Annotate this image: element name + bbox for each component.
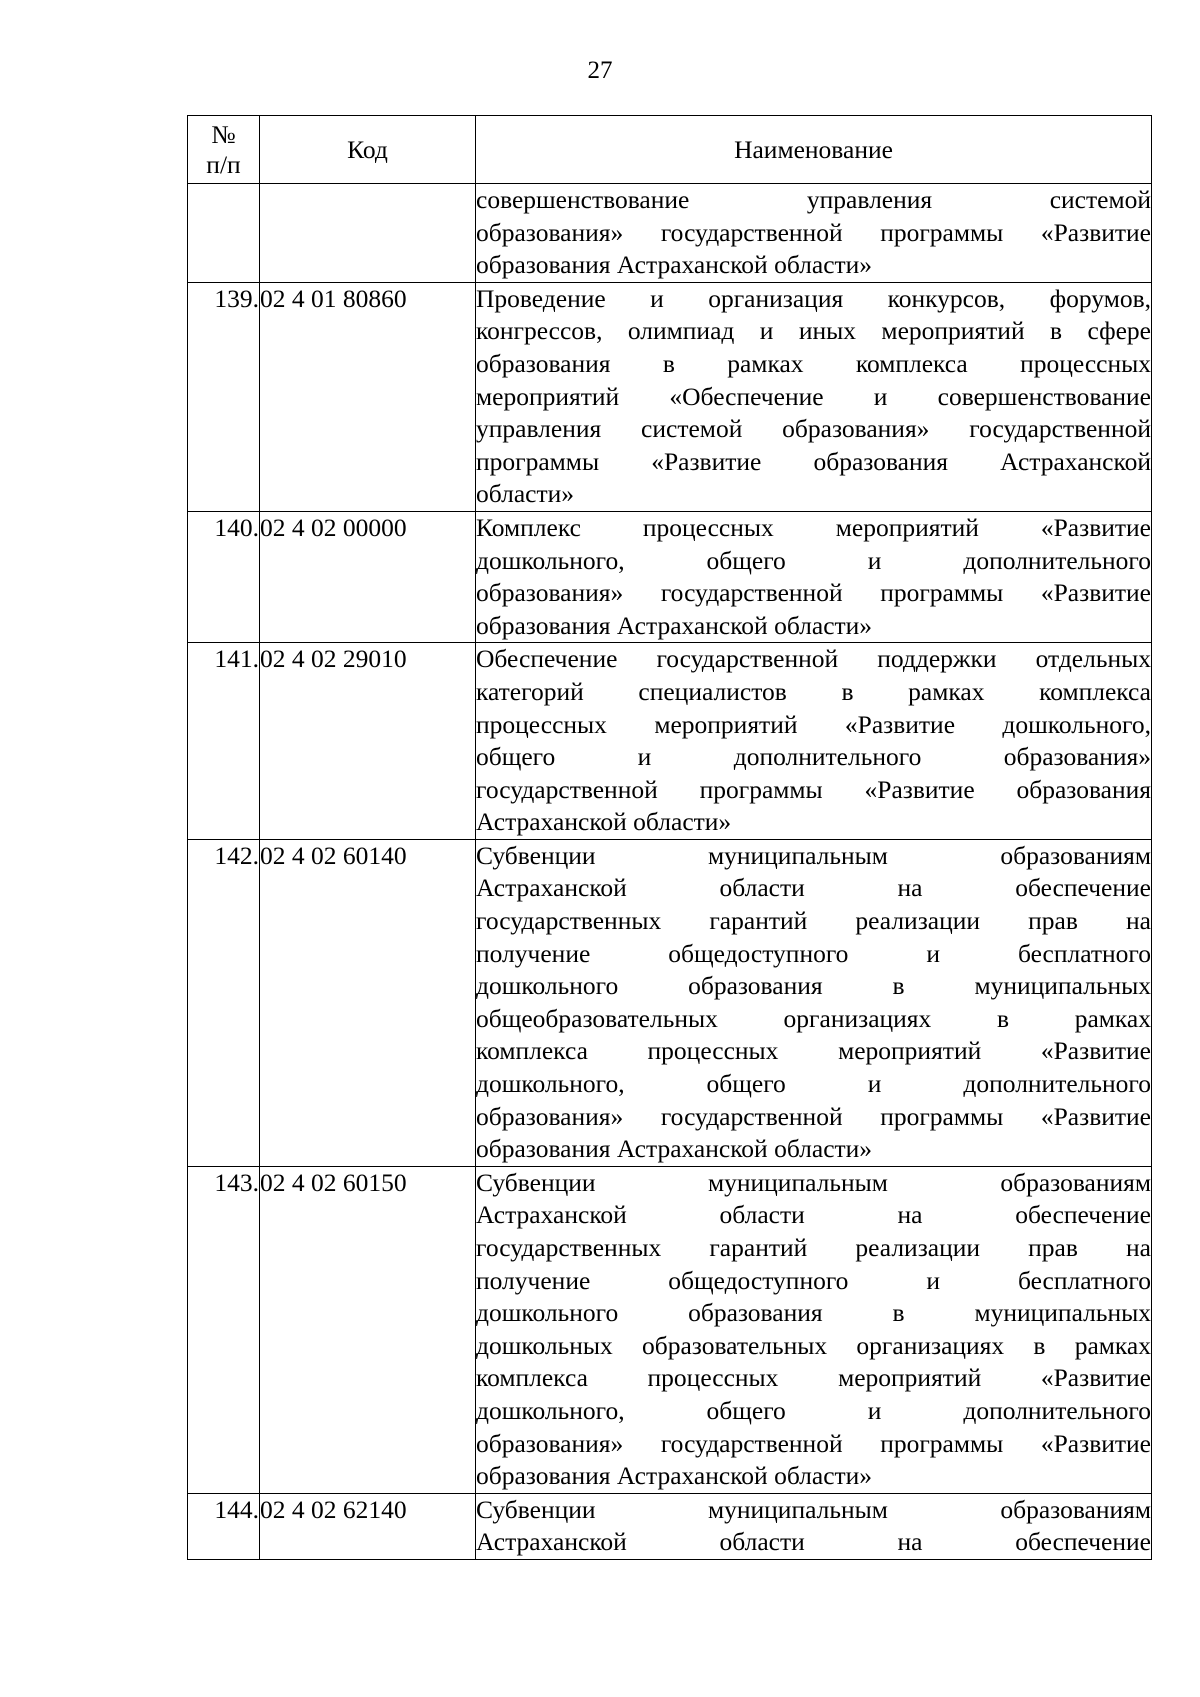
table-row — [188, 282, 1152, 511]
name-line: комплекса процессных мероприятий «Развитие — [476, 1363, 1151, 1393]
row-name — [476, 839, 1152, 1166]
name-line: общеобразовательных организациях в рамках — [476, 1003, 1151, 1033]
name-line: Проведение и организация конкурсов, форумов, — [476, 283, 1151, 313]
budget-code-table — [187, 115, 1152, 1560]
name-line: образования Астраханской области» — [476, 1461, 873, 1491]
table-row — [188, 1493, 1152, 1559]
name-line: образования в рамках комплекса процессных — [476, 348, 1151, 378]
row-number: 144. — [188, 1493, 260, 1559]
row-code — [260, 184, 476, 283]
table-row — [188, 643, 1152, 840]
name-line: дошкольных образовательных организациях в рамках — [476, 1330, 1151, 1360]
row-code: 02 4 02 00000 — [260, 511, 476, 642]
name-line: государственных гарантий реализации прав на — [476, 1233, 1151, 1262]
row-name — [476, 184, 1152, 283]
name-line: дошкольного образования в муниципальных — [476, 971, 1151, 1001]
name-line: образования Астраханской области» — [476, 610, 873, 640]
row-name — [476, 1166, 1152, 1493]
name-line: Астраханской области на обеспечение — [476, 873, 1151, 903]
name-line: образования» государственной программы «Развитие — [476, 217, 1151, 247]
row-code: 02 4 02 60140 — [260, 839, 476, 1166]
name-line: Субвенции муниципальным образованиям — [476, 1167, 1151, 1197]
row-code: 02 4 02 62140 — [260, 1493, 476, 1559]
name-line: образования» государственной программы «Развитие — [476, 1101, 1151, 1131]
row-name — [476, 1493, 1152, 1559]
row-number — [188, 184, 260, 283]
name-line: мероприятий «Обеспечение и совершенствование — [476, 381, 1151, 411]
name-line: дошкольного образования в муниципальных — [476, 1298, 1151, 1328]
row-number: 139. — [188, 282, 260, 511]
name-line: комплекса процессных мероприятий «Развитие — [476, 1036, 1151, 1066]
header-code-label: Код — [347, 134, 388, 164]
name-line: программы «Развитие образования Астраханской — [476, 446, 1151, 476]
name-line: дошкольного, общего и дополнительного — [476, 545, 1151, 575]
name-line: Субвенции муниципальным образованиям — [476, 1494, 1151, 1524]
name-line: управления системой образования» государственной — [476, 414, 1151, 444]
name-line: государственных гарантий реализации прав на — [476, 906, 1151, 936]
name-line: категорий специалистов в рамках комплекса — [476, 676, 1151, 706]
name-line: Астраханской области на обеспечение — [476, 1200, 1151, 1230]
name-line: совершенствование управления системой — [476, 185, 1151, 214]
row-number: 142. — [188, 839, 260, 1166]
name-line: Обеспечение государственной поддержки отдельных — [476, 644, 1151, 674]
header-row — [188, 116, 1152, 184]
table-row — [188, 184, 1152, 283]
table-header — [188, 116, 1152, 184]
name-line: получение общедоступного и бесплатного — [476, 938, 1151, 968]
page-number: 27 — [587, 57, 613, 84]
name-line: дошкольного, общего и дополнительного — [476, 1069, 1151, 1099]
row-code: 02 4 02 60150 — [260, 1166, 476, 1493]
row-code: 02 4 02 29010 — [260, 643, 476, 840]
name-line: Субвенции муниципальным образованиям — [476, 840, 1151, 870]
row-number: 143. — [188, 1166, 260, 1493]
row-name — [476, 282, 1152, 511]
header-code — [260, 116, 476, 184]
name-line: образования» государственной программы «Развитие — [476, 1428, 1151, 1458]
header-num — [188, 116, 260, 184]
row-number: 141. — [188, 643, 260, 840]
row-number: 140. — [188, 511, 260, 642]
name-line: образования Астраханской области» — [476, 1134, 873, 1164]
name-line: процессных мероприятий «Развитие дошкольного, — [476, 709, 1151, 739]
table-row — [188, 839, 1152, 1166]
name-line: получение общедоступного и бесплатного — [476, 1265, 1151, 1295]
table-row — [188, 511, 1152, 642]
name-line: Астраханской области на обеспечение — [476, 1527, 1151, 1557]
row-name — [476, 511, 1152, 642]
name-line: Комплекс процессных мероприятий «Развитие — [476, 512, 1151, 542]
header-name-label: Наименование — [734, 134, 893, 164]
row-name — [476, 643, 1152, 840]
name-line: области» — [476, 479, 574, 509]
name-line: дошкольного, общего и дополнительного — [476, 1395, 1151, 1425]
header-name — [476, 116, 1152, 184]
name-line: конгрессов, олимпиад и иных мероприятий в сфере — [476, 316, 1151, 346]
row-code: 02 4 01 80860 — [260, 282, 476, 511]
table-row — [188, 1166, 1152, 1493]
table-body — [188, 184, 1152, 1560]
header-num-label: № п/п — [206, 119, 241, 179]
name-line: государственной программы «Развитие образования — [476, 774, 1151, 804]
name-line: образования» государственной программы «Развитие — [476, 578, 1151, 608]
name-line: общего и дополнительного образования» — [476, 742, 1151, 772]
name-line: образования Астраханской области» — [476, 250, 873, 280]
name-line: Астраханской области» — [476, 807, 732, 837]
